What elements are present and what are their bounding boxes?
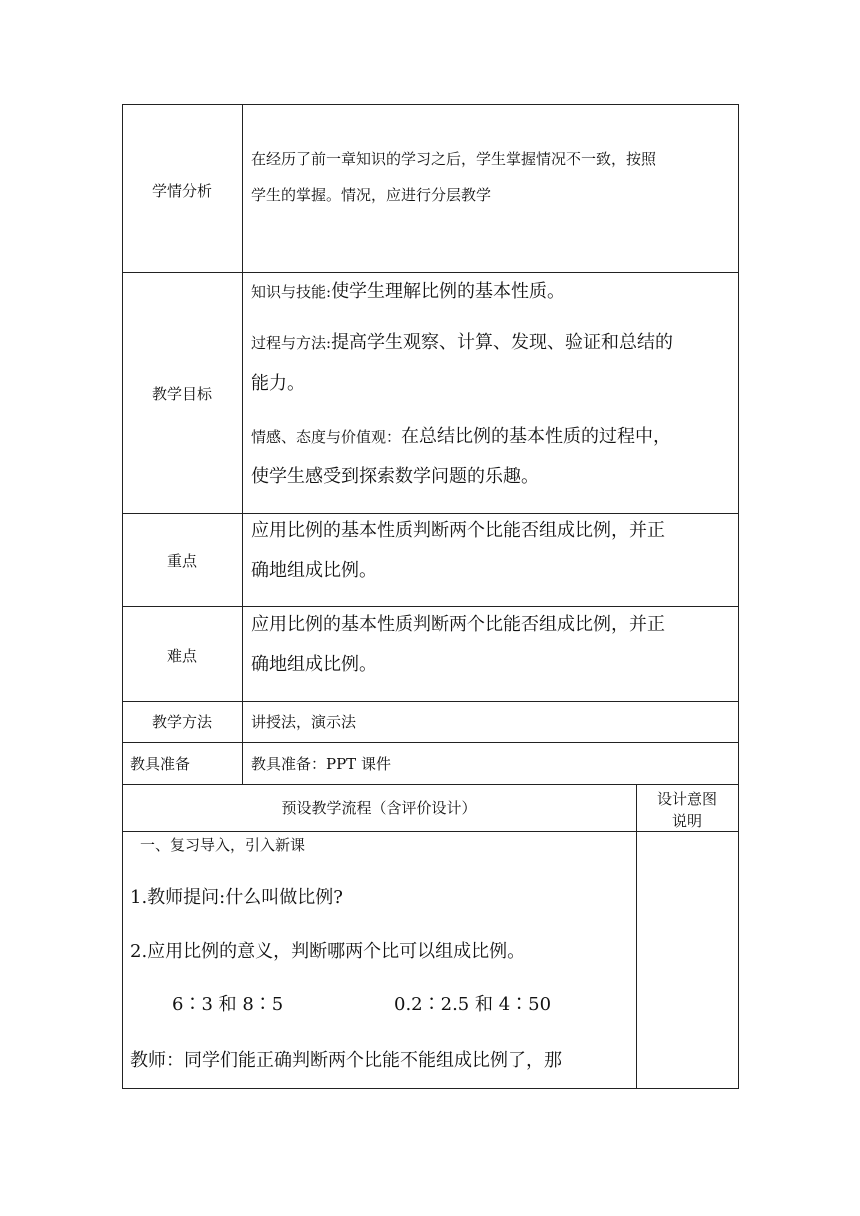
flow-teacher-line: 教师：同学们能正确判断两个比能不能组成比例了，那 [130,1050,562,1071]
row-border-4 [122,701,739,702]
method-label: 教学方法 [151,713,212,731]
tools-value: 教具准备：PPT 课件 [251,755,391,773]
flow-section-title: 一、复习导入，引入新课 [140,836,306,854]
objective-process-prefix: 过程与方法: [251,334,332,352]
table-border-right [738,104,739,1089]
row-border-2 [122,513,739,514]
difficulty-line2: 确地组成比例。 [251,654,377,675]
table-border-left [122,104,123,1089]
objective-emotion-text: 在总结比例的基本性质的过程中， [401,426,672,447]
objective-emotion-prefix: 情感、态度与价值观： [251,428,402,446]
objective-knowledge-prefix: 知识与技能: [251,283,332,301]
row-border-7 [122,831,739,832]
flow-ratio-b: 0.2∶2.5 和 4∶50 [394,994,552,1015]
objective-knowledge [251,277,565,303]
objective-process-text2: 能力。 [251,373,305,394]
design-header-line2: 说明 [671,812,702,830]
flow-item-2: 2.应用比例的意义，判断哪两个比可以组成比例。 [130,941,526,962]
objective-emotion [251,422,671,448]
flow-item-1: 1.教师提问:什么叫做比例? [130,887,343,908]
objective-knowledge-text: 使学生理解比例的基本性质。 [331,281,566,302]
objective-process [251,328,673,354]
objective-process-text: 提高学生观察、计算、发现、验证和总结的 [331,332,674,353]
objectives-label: 教学目标 [151,385,212,403]
method-value: 讲授法，演示法 [251,713,357,731]
key-point-line1: 应用比例的基本性质判断两个比能否组成比例，并正 [251,520,665,541]
row-border-bottom [122,1088,739,1089]
key-point-label: 重点 [166,552,197,570]
row-border-3 [122,606,739,607]
learning-analysis-line1: 在经历了前一章知识的学习之后，学生掌握情况不一致，按照 [251,150,657,168]
difficulty-label: 难点 [166,647,197,665]
learning-analysis-line2: 学生的掌握。情况，应进行分层教学 [251,186,492,204]
row-border-6 [122,784,739,785]
key-point-line2: 确地组成比例。 [251,560,377,581]
flow-ratio-a: 6∶3 和 8∶5 [172,994,284,1015]
objective-emotion-text2: 使学生感受到探索数学问题的乐趣。 [251,466,539,487]
label-column-divider [242,104,243,784]
learning-analysis-label: 学情分析 [151,182,212,200]
difficulty-line1: 应用比例的基本性质判断两个比能否组成比例，并正 [251,614,665,635]
row-border-5 [122,742,739,743]
flow-header: 预设教学流程（含评价设计） [281,799,477,817]
tools-label: 教具准备 [130,755,191,773]
design-header-line1: 设计意图 [656,790,717,808]
row-border-top [122,104,739,105]
row-border-1 [122,272,739,273]
